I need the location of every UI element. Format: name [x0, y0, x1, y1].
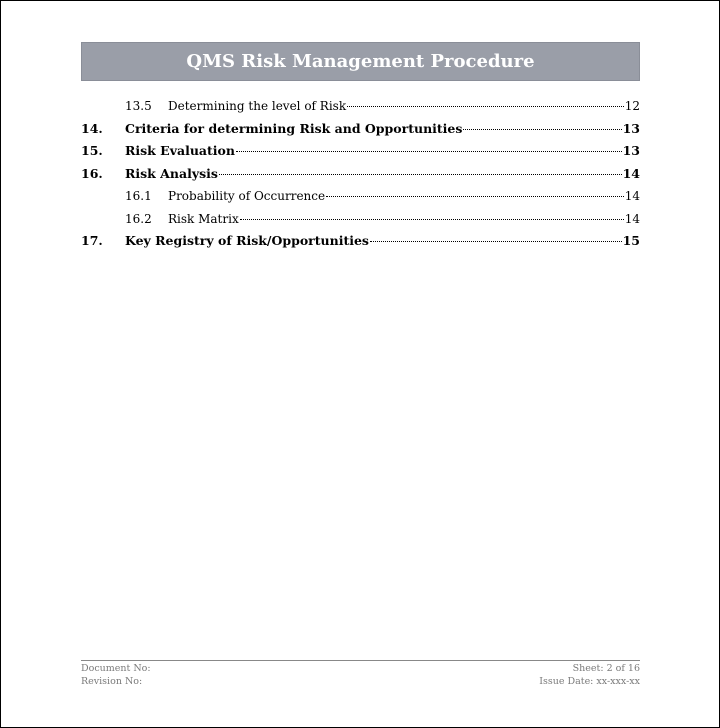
toc-entry-page: 14 [624, 189, 640, 203]
toc-entry-16-2[interactable] [81, 208, 640, 231]
toc-entry-title: Criteria for determining Risk and Opportunities [125, 120, 463, 136]
toc-entry-page: 14 [624, 211, 640, 226]
page-footer [81, 660, 640, 688]
toc-entry-title: Key Registry of Risk/Opportunities [125, 233, 369, 248]
toc-entry-16[interactable] [81, 163, 640, 186]
document-number-label: Document No: [81, 663, 151, 674]
toc-entry-17[interactable] [81, 230, 640, 253]
table-of-contents [81, 95, 640, 253]
toc-entry-number: 13.5 [125, 99, 152, 113]
toc-leader-dots [347, 105, 624, 107]
issue-date: Issue Date: xx-xxx-xx [539, 676, 640, 687]
toc-entry-title: Risk Analysis [125, 165, 218, 181]
toc-entry-title: Risk Matrix [168, 211, 239, 226]
toc-entry-title: Determining the level of Risk [168, 99, 347, 113]
document-title-banner [81, 42, 640, 81]
toc-entry-page: 14 [622, 165, 640, 181]
toc-entry-number: 17. [81, 233, 103, 248]
toc-entry-page: 15 [622, 233, 640, 248]
toc-leader-dots [370, 240, 622, 242]
toc-entry-16-1[interactable] [81, 185, 640, 208]
toc-entry-page: 12 [624, 99, 640, 113]
toc-entry-15[interactable] [81, 140, 640, 163]
toc-entry-number: 14. [81, 120, 103, 136]
toc-entry-number: 16.1 [125, 189, 152, 203]
toc-entry-page: 13 [622, 120, 640, 136]
sheet-number: Sheet: 2 of 16 [572, 663, 640, 674]
toc-entry-page: 13 [622, 143, 640, 158]
toc-entry-13-5[interactable] [81, 95, 640, 118]
toc-entry-title: Risk Evaluation [125, 143, 235, 158]
toc-entry-title: Probability of Occurrence [168, 189, 326, 203]
toc-leader-dots [463, 128, 621, 130]
toc-entry-14[interactable] [81, 118, 640, 141]
toc-leader-dots [219, 173, 622, 175]
toc-entry-number: 15. [81, 143, 103, 158]
revision-number-label: Revision No: [81, 676, 143, 687]
toc-leader-dots [236, 150, 622, 152]
document-title: QMS Risk Management Procedure [186, 51, 535, 72]
toc-entry-number: 16.2 [125, 211, 152, 226]
toc-leader-dots [326, 195, 624, 197]
toc-leader-dots [240, 218, 624, 220]
toc-entry-number: 16. [81, 165, 103, 181]
